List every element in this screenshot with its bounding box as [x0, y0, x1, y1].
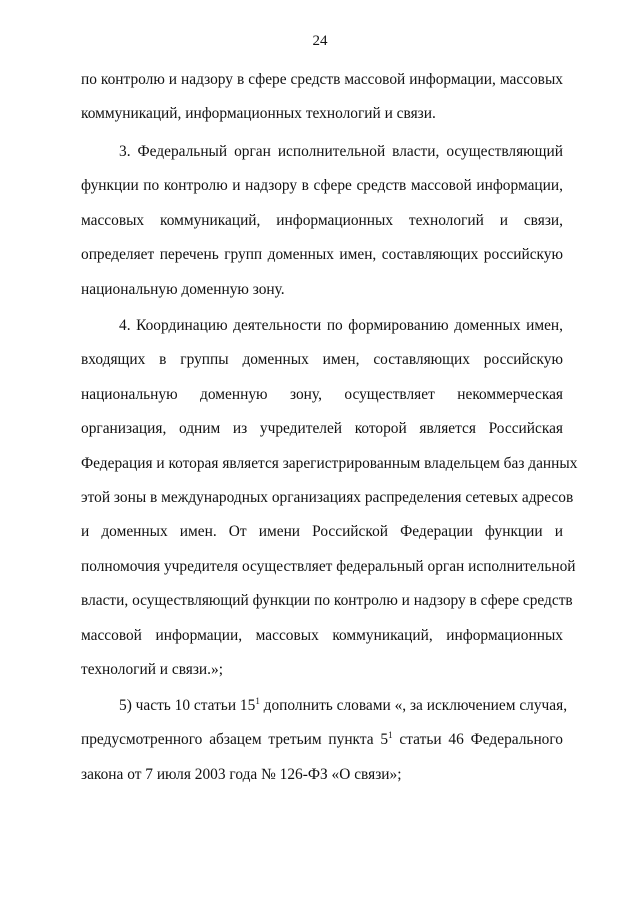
- paragraph-line: Федерация и которая является зарегистрированным владельцем баз данных: [81, 454, 578, 472]
- paragraph-line: коммуникаций, информационных технологий и связи.: [81, 105, 436, 123]
- paragraph-line: технологий и связи.»;: [81, 660, 223, 678]
- paragraph-3: [81, 316, 578, 694]
- superscript: 1: [388, 730, 393, 741]
- paragraph-line: определяет перечень групп доменных имен, составляющих российскую: [81, 246, 563, 264]
- paragraph-line: [81, 730, 563, 764]
- paragraph-4: [81, 696, 568, 799]
- paragraph-line: функции по контролю и надзору в сфере средств массовой информации,: [81, 177, 563, 195]
- paragraph-line: массовых коммуникаций, информационных технологий и связи,: [81, 211, 563, 229]
- paragraph-line: этой зоны в международных организациях распределения сетевых адресов: [81, 488, 574, 506]
- paragraph-line: власти, осуществляющий функции по контролю и надзору в сфере средств: [81, 592, 573, 610]
- paragraph-line: национальную доменную зону.: [81, 280, 285, 298]
- paragraph-line: 4. Координацию деятельности по формированию доменных имен,: [119, 317, 563, 334]
- paragraph-2: [81, 142, 563, 314]
- line-text: предусмотренного абзацем третьим пункта 5: [81, 731, 389, 749]
- paragraph-line: 3. Федеральный орган исполнительной власти, осуществляющий: [119, 143, 563, 160]
- paragraph-1: [81, 70, 563, 139]
- paragraph-line: входящих в группы доменных имен, составляющих российскую: [81, 351, 563, 369]
- paragraph-line: и доменных имен. От имени Российской Федерации функции и: [81, 523, 563, 541]
- line-text: дополнить словами «, за исключением случая,: [259, 697, 568, 714]
- paragraph-line: массовой информации, массовых коммуникаций, информационных: [81, 626, 563, 644]
- paragraph-line: организация, одним из учредителей которой является Российская: [81, 420, 563, 438]
- paragraph-line: по контролю и надзору в сфере средств массовой информации, массовых: [81, 71, 563, 88]
- line-text: 5) часть 10 статьи 15: [119, 697, 256, 714]
- paragraph-line: закона от 7 июля 2003 года № 126-ФЗ «О связи»;: [81, 765, 402, 783]
- paragraph-line: [81, 696, 568, 730]
- page-number: 24: [312, 33, 328, 49]
- superscript: 1: [255, 696, 260, 706]
- line-text: статьи 46 Федерального: [392, 731, 563, 749]
- paragraph-line: национальную доменную зону, осуществляет некоммерческая: [81, 385, 563, 403]
- paragraph-line: полномочия учредителя осуществляет федеральный орган исполнительной: [81, 557, 576, 575]
